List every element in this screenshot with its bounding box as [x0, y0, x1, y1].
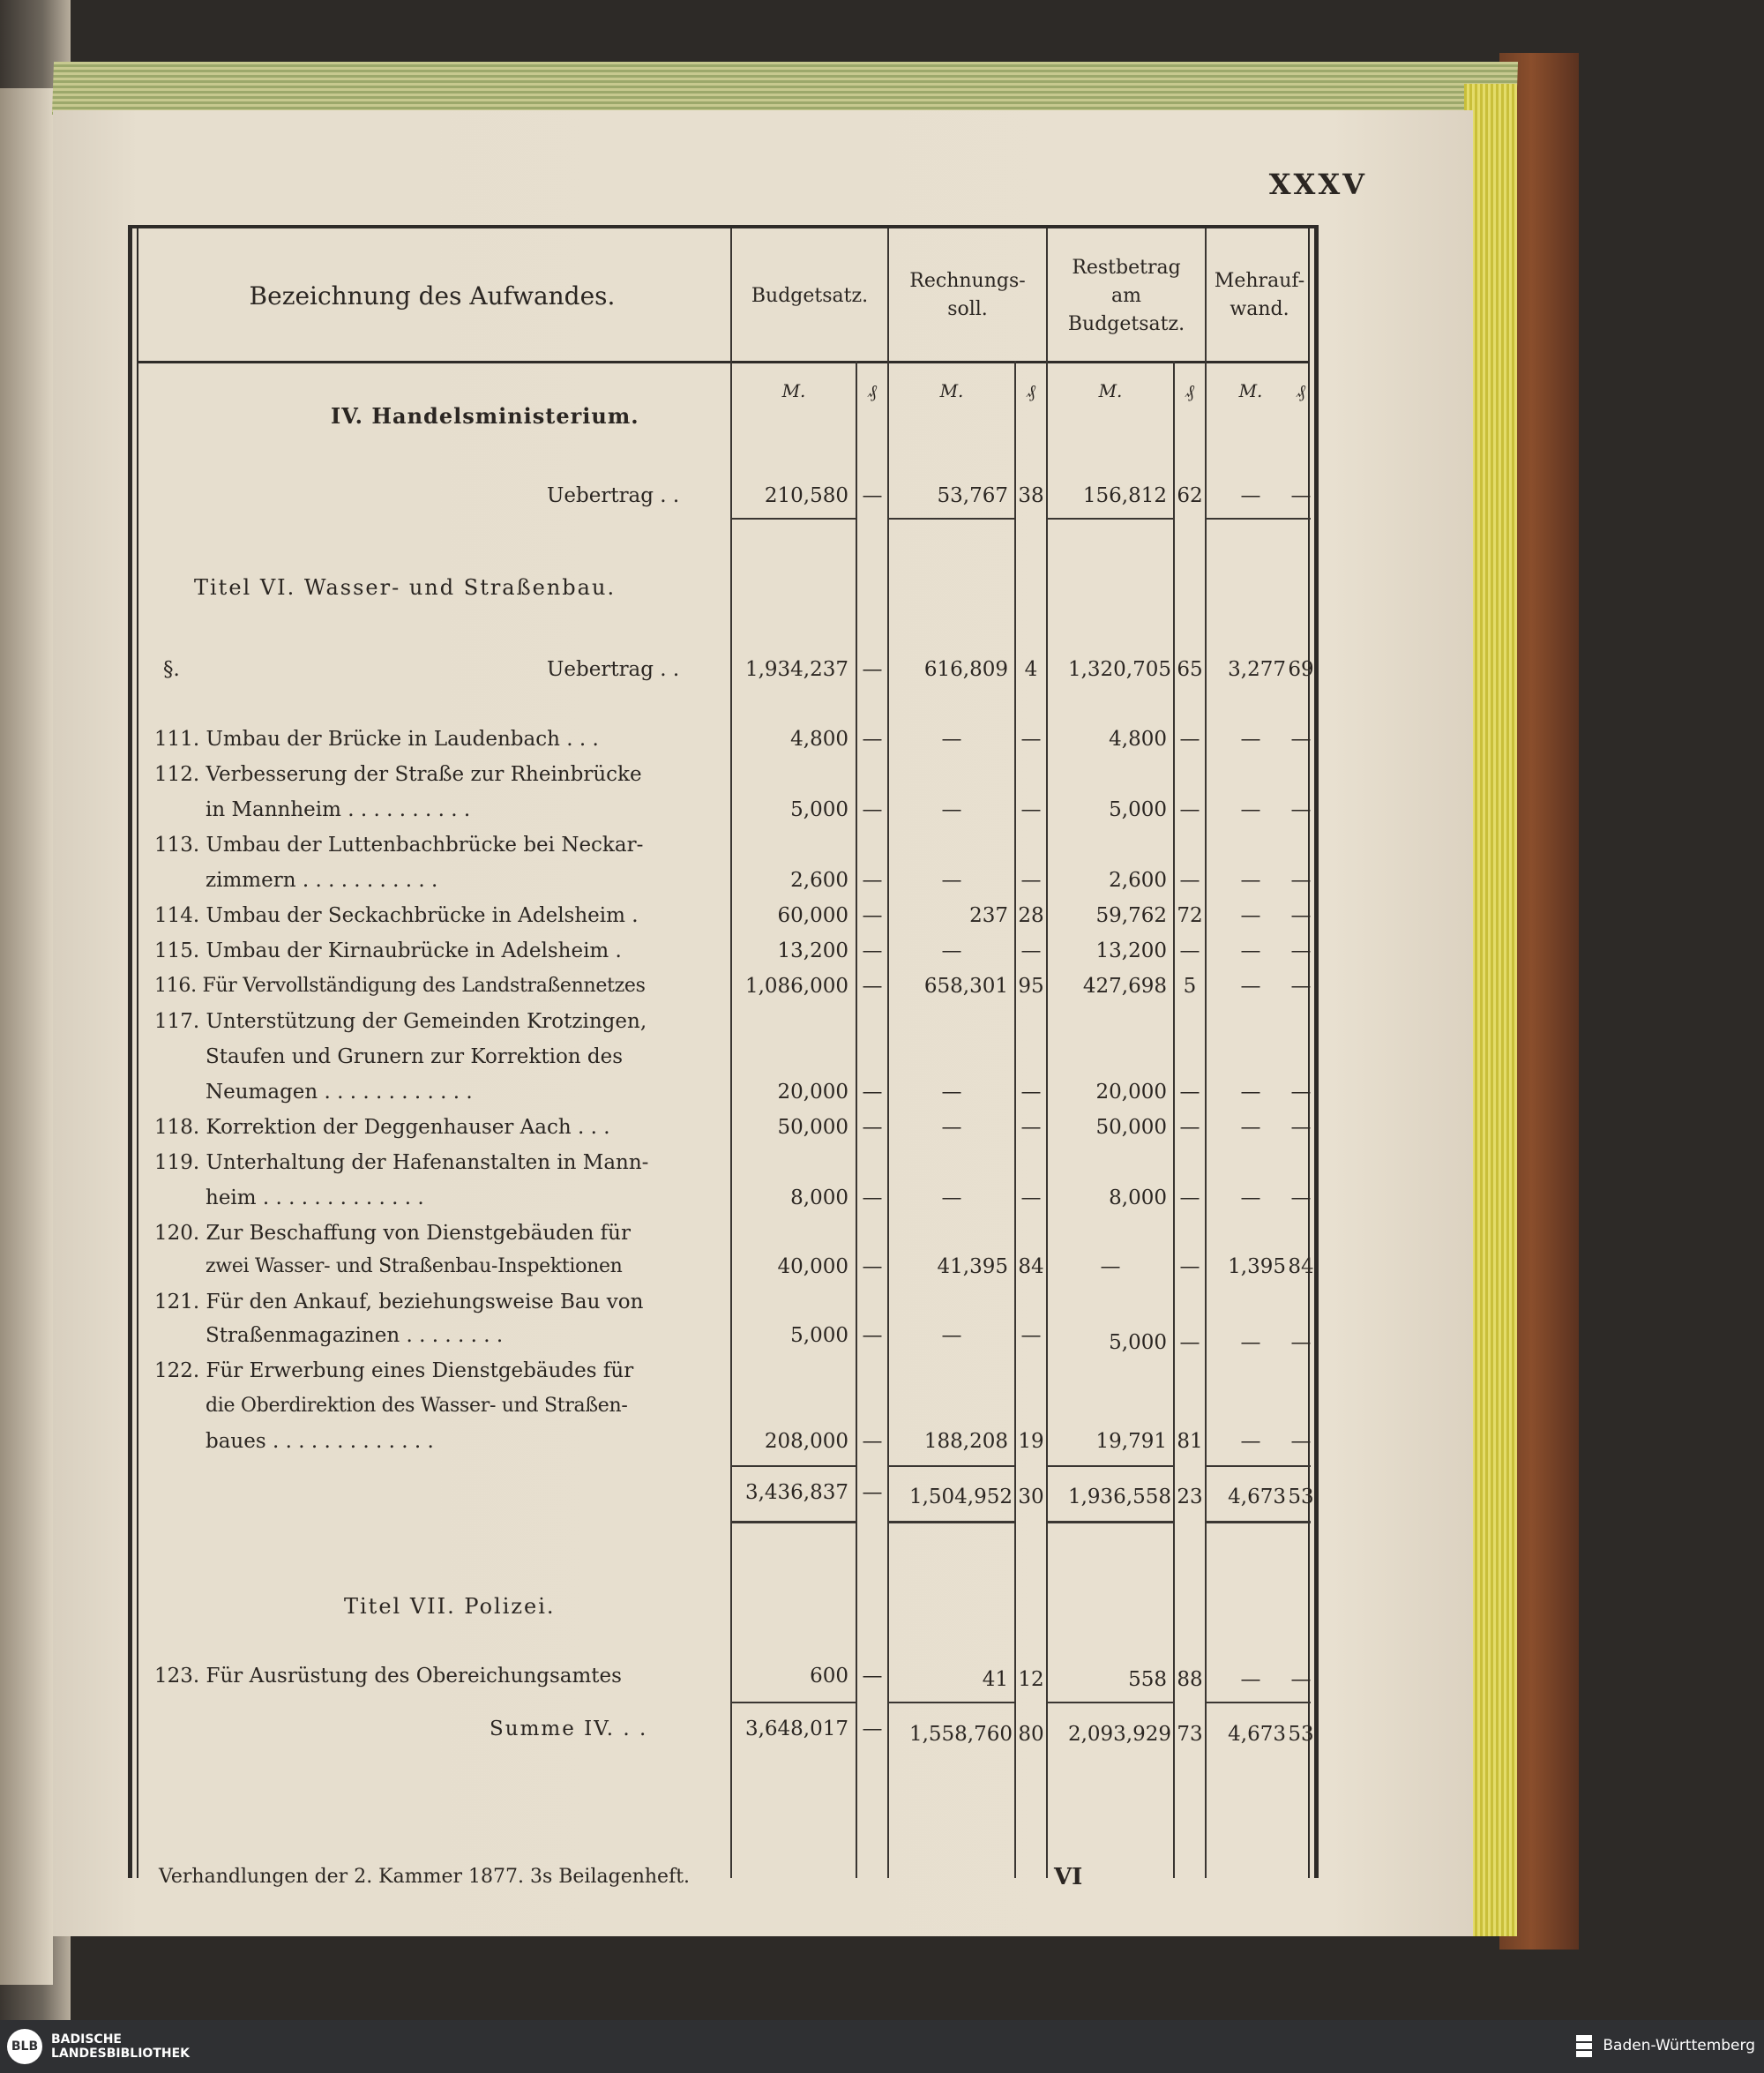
row-117-budget: 20,000 — [777, 1081, 848, 1104]
row-112-budget: 5,000 — [790, 798, 848, 821]
row-111-mehr: — — [1240, 728, 1261, 751]
blb-logo[interactable] — [7, 2029, 190, 2064]
row-116-rest-pf: 5 — [1183, 975, 1197, 998]
row-111-rest-pf: — — [1179, 728, 1200, 751]
paragraph-sign: §. — [163, 658, 180, 681]
row-118-rest: 50,000 — [1095, 1116, 1167, 1139]
ministry-title: IV. Handelsministerium. — [331, 403, 639, 429]
row-117-mehr: — — [1240, 1081, 1261, 1104]
row-118-mehr: — — [1240, 1116, 1261, 1139]
row-117-rest-pf: — — [1179, 1081, 1200, 1104]
row-118-rechnung-pf: — — [1020, 1116, 1042, 1139]
uebertrag-label: Uebertrag . . — [547, 484, 680, 507]
row-113-rechnung: — — [941, 869, 962, 892]
row-114-rest: 59,762 — [1095, 904, 1167, 927]
row-116-rechnung: 658,301 — [923, 975, 1008, 998]
blb-logo-icon: BLB — [7, 2029, 42, 2064]
row-119-label-2: heim . . . . . . . . . . . . . — [206, 1186, 424, 1209]
row-113-budget-pf: — — [862, 869, 883, 892]
footer-signature: VI — [1054, 1864, 1083, 1890]
row-117-mehr-pf: — — [1290, 1081, 1312, 1104]
subtotal-rechnung-pf: 30 — [1018, 1486, 1044, 1508]
row-119-rest-pf: — — [1179, 1186, 1200, 1209]
row-116-mehr: — — [1240, 975, 1261, 998]
row-115-label: 115. Umbau der Kirnaubrücke in Adelsheim . — [154, 939, 622, 962]
row-123-rest-pf: 88 — [1177, 1668, 1203, 1691]
ueb2-mehr: 3,277 — [1228, 658, 1286, 681]
sum-mehr-pf: 53 — [1288, 1723, 1314, 1746]
row-114-rest-pf: 72 — [1177, 904, 1203, 927]
row-123-budget: 600 — [810, 1665, 848, 1688]
unit-pfennig: ₰ — [868, 380, 877, 401]
row-118-rest-pf: — — [1179, 1116, 1200, 1139]
sum-rechnung-pf: 80 — [1018, 1723, 1044, 1746]
row-113-mehr-pf: — — [1290, 869, 1312, 892]
row-119-rechnung: — — [941, 1186, 962, 1209]
row-122-budget: 208,000 — [764, 1430, 848, 1453]
sum-label: Summe IV. . . — [490, 1718, 648, 1740]
row-117-label-1: 117. Unterstützung der Gemeinden Krotzingen, — [154, 1010, 647, 1033]
row-112-budget-pf: — — [862, 798, 883, 821]
row-122-label-2: die Oberdirektion des Wasser- und Straßen- — [206, 1395, 628, 1417]
row-116-budget-pf: — — [862, 975, 883, 998]
ueb2-rest-pf: 65 — [1177, 658, 1203, 681]
row-111-budget: 4,800 — [790, 728, 848, 751]
row-120-rechnung: 41,395 — [937, 1255, 1008, 1278]
row-113-label-2: zimmern . . . . . . . . . . . — [206, 869, 438, 892]
row-115-rest: 13,200 — [1095, 939, 1167, 962]
row-112-mehr-pf: — — [1290, 798, 1312, 821]
subtotal-budget: 3,436,837 — [744, 1481, 848, 1504]
row-120-label-1: 120. Zur Beschaffung von Dienstgebäuden für — [154, 1222, 631, 1245]
row-114-budget-pf: — — [862, 904, 883, 927]
row-111-budget-pf: — — [862, 728, 883, 751]
row-122-rechnung-pf: 19 — [1018, 1430, 1044, 1453]
row-123-label: 123. Für Ausrüstung des Obereichungsamtes — [154, 1665, 622, 1688]
row-114-mehr: — — [1240, 904, 1261, 927]
row-122-rest-pf: 81 — [1177, 1430, 1203, 1453]
row-123-mehr-pf: — — [1290, 1668, 1312, 1691]
row-121-label-2: Straßenmagazinen . . . . . . . . — [206, 1324, 504, 1347]
unit-pfennig: ₰ — [1297, 380, 1305, 401]
row-115-budget-pf: — — [862, 939, 883, 962]
row-113-rest-pf: — — [1179, 869, 1200, 892]
header-mehr-2: wand. — [1230, 298, 1289, 320]
viewer-bottom-bar — [0, 2020, 1764, 2073]
row-116-budget: 1,086,000 — [744, 975, 848, 998]
ueb1-rest-pf: 62 — [1177, 484, 1203, 507]
row-117-rechnung-pf: — — [1020, 1081, 1042, 1104]
row-112-rechnung: — — [941, 798, 962, 821]
subtotal-budget-pf: — — [862, 1481, 883, 1504]
header-rest-1: Restbetrag — [1072, 257, 1181, 279]
header-rechnung-2: soll. — [947, 298, 988, 320]
row-123-mehr: — — [1240, 1668, 1261, 1691]
titel-vii-heading: Titel VII. Polizei. — [344, 1594, 556, 1619]
subtotal-rest: 1,936,558 — [1067, 1486, 1171, 1508]
bw-lions-icon — [1573, 2032, 1596, 2059]
row-112-rest-pf: — — [1179, 798, 1200, 821]
header-budget: Budgetsatz. — [751, 285, 869, 307]
subtotal-mehr-pf: 53 — [1288, 1486, 1314, 1508]
row-118-rechnung: — — [941, 1116, 962, 1139]
row-122-label-3: baues . . . . . . . . . . . . . — [206, 1430, 434, 1453]
subtotal-mehr: 4,673 — [1228, 1486, 1286, 1508]
row-120-rest-pf: — — [1179, 1255, 1200, 1278]
row-120-mehr-pf: 84 — [1288, 1255, 1314, 1278]
sum-mehr: 4,673 — [1228, 1723, 1286, 1746]
ueb2-rechnung: 616,809 — [923, 658, 1008, 681]
row-123-rechnung-pf: 12 — [1018, 1668, 1044, 1691]
row-113-budget: 2,600 — [790, 869, 848, 892]
header-rechnung-1: Rechnungs- — [909, 270, 1026, 292]
row-111-rechnung-pf: — — [1020, 728, 1042, 751]
blb-line-2: LANDESBIBLIOTHEK — [51, 2047, 191, 2061]
sum-rest: 2,093,929 — [1067, 1723, 1171, 1746]
row-118-label: 118. Korrektion der Deggenhauser Aach . . . — [154, 1116, 610, 1139]
row-116-label: 116. Für Vervollständigung des Landstraßennetzes — [154, 975, 646, 997]
blb-line-1: BADISCHE — [51, 2032, 122, 2047]
row-112-mehr: — — [1240, 798, 1261, 821]
row-114-rechnung: 237 — [969, 904, 1008, 927]
subtotal-rechnung: 1,504,952 — [908, 1486, 1013, 1508]
sum-budget: 3,648,017 — [744, 1718, 848, 1740]
row-122-rechnung: 188,208 — [923, 1430, 1008, 1453]
ueb1-budget: 210,580 — [764, 484, 848, 507]
row-115-rest-pf: — — [1179, 939, 1200, 962]
row-121-budget-pf: — — [862, 1324, 883, 1347]
ueb2-budget: 1,934,237 — [744, 658, 848, 681]
row-116-rest: 427,698 — [1082, 975, 1167, 998]
titel-vi-heading: Titel VI. Wasser- und Straßenbau. — [194, 575, 617, 600]
row-112-label-1: 112. Verbesserung der Straße zur Rheinbrücke — [154, 763, 642, 786]
row-111-rest: 4,800 — [1109, 728, 1167, 751]
row-122-mehr-pf: — — [1290, 1430, 1312, 1453]
row-120-rest: — — [1100, 1255, 1121, 1278]
footer-source: Verhandlungen der 2. Kammer 1877. 3s Beilagenheft. — [159, 1866, 691, 1888]
row-115-budget: 13,200 — [777, 939, 848, 962]
row-118-budget: 50,000 — [777, 1116, 848, 1139]
row-114-budget: 60,000 — [777, 904, 848, 927]
row-118-mehr-pf: — — [1290, 1116, 1312, 1139]
row-116-rechnung-pf: 95 — [1018, 975, 1044, 998]
sum-rest-pf: 73 — [1177, 1723, 1203, 1746]
row-121-rest-pf: — — [1179, 1331, 1200, 1354]
ueb1-budget-pf: — — [862, 484, 883, 507]
row-112-rechnung-pf: — — [1020, 798, 1042, 821]
row-114-mehr-pf: — — [1290, 904, 1312, 927]
sum-rechnung: 1,558,760 — [908, 1723, 1013, 1746]
budget-table — [128, 225, 1319, 1878]
page-stack-top — [52, 62, 1518, 115]
row-117-rest: 20,000 — [1095, 1081, 1167, 1104]
header-mehr-1: Mehrauf- — [1214, 270, 1305, 292]
row-121-label-1: 121. Für den Ankauf, beziehungsweise Bau von — [154, 1291, 644, 1313]
row-121-mehr-pf: — — [1290, 1331, 1312, 1354]
unit-pfennig: ₰ — [1185, 380, 1194, 401]
blb-logo-text — [51, 2032, 190, 2061]
row-122-rest: 19,791 — [1095, 1430, 1167, 1453]
row-119-mehr: — — [1240, 1186, 1261, 1209]
row-121-mehr: — — [1240, 1331, 1261, 1354]
ueb1-mehr: — — [1240, 484, 1261, 507]
row-112-rest: 5,000 — [1109, 798, 1167, 821]
row-122-mehr: — — [1240, 1430, 1261, 1453]
row-123-budget-pf: — — [862, 1665, 883, 1688]
header-rest-2: am — [1111, 285, 1141, 307]
ueb2-rest: 1,320,705 — [1067, 658, 1171, 681]
row-117-rechnung: — — [941, 1081, 962, 1104]
row-115-rechnung-pf: — — [1020, 939, 1042, 962]
ueb2-mehr-pf: 69 — [1288, 658, 1314, 681]
uebertrag-label: Uebertrag . . — [547, 658, 680, 681]
row-114-label: 114. Umbau der Seckachbrücke in Adelsheim . — [154, 904, 639, 927]
row-112-label-2: in Mannheim . . . . . . . . . . — [206, 798, 471, 821]
row-120-label-2: zwei Wasser- und Straßenbau-Inspektionen — [206, 1255, 623, 1277]
left-page-edge — [0, 88, 53, 1985]
row-111-rechnung: — — [941, 728, 962, 751]
row-121-rest: 5,000 — [1109, 1331, 1167, 1354]
row-119-rechnung-pf: — — [1020, 1186, 1042, 1209]
bw-logo[interactable] — [1573, 2032, 1755, 2059]
ueb2-budget-pf: — — [862, 658, 883, 681]
row-115-mehr-pf: — — [1290, 939, 1312, 962]
row-113-rest: 2,600 — [1109, 869, 1167, 892]
row-119-rest: 8,000 — [1109, 1186, 1167, 1209]
sum-budget-pf: — — [862, 1718, 883, 1740]
row-121-budget: 5,000 — [790, 1324, 848, 1347]
ueb1-rechnung-pf: 38 — [1018, 484, 1044, 507]
row-119-budget-pf: — — [862, 1186, 883, 1209]
row-113-label-1: 113. Umbau der Luttenbachbrücke bei Neckar- — [154, 834, 644, 857]
row-117-label-3: Neumagen . . . . . . . . . . . . — [206, 1081, 473, 1104]
row-120-budget: 40,000 — [777, 1255, 848, 1278]
ueb1-rechnung: 53,767 — [937, 484, 1008, 507]
header-description: Bezeichnung des Aufwandes. — [249, 281, 616, 311]
row-120-budget-pf: — — [862, 1255, 883, 1278]
row-117-budget-pf: — — [862, 1081, 883, 1104]
row-113-rechnung-pf: — — [1020, 869, 1042, 892]
row-115-rechnung: — — [941, 939, 962, 962]
bw-logo-text: Baden-Württemberg — [1603, 2037, 1755, 2054]
unit-mark: M. — [1098, 380, 1123, 401]
row-122-budget-pf: — — [862, 1430, 883, 1453]
unit-mark: M. — [939, 380, 964, 401]
row-123-rechnung: 41 — [982, 1668, 1008, 1691]
row-123-rest: 558 — [1128, 1668, 1167, 1691]
unit-pfennig: ₰ — [1027, 380, 1035, 401]
ueb1-mehr-pf: — — [1290, 484, 1312, 507]
row-119-mehr-pf: — — [1290, 1186, 1312, 1209]
header-rest-3: Budgetsatz. — [1067, 313, 1185, 335]
row-120-rechnung-pf: 84 — [1018, 1255, 1044, 1278]
row-115-mehr: — — [1240, 939, 1261, 962]
document-page — [53, 110, 1473, 1936]
row-118-budget-pf: — — [862, 1116, 883, 1139]
unit-mark: M. — [781, 380, 806, 401]
page-number: XXXV — [1268, 168, 1367, 201]
row-120-mehr: 1,395 — [1228, 1255, 1286, 1278]
row-116-mehr-pf: — — [1290, 975, 1312, 998]
row-121-rechnung-pf: — — [1020, 1324, 1042, 1347]
row-119-label-1: 119. Unterhaltung der Hafenanstalten in Mann- — [154, 1151, 649, 1174]
row-122-label-1: 122. Für Erwerbung eines Dienstgebäudes für — [154, 1359, 634, 1382]
row-117-label-2: Staufen und Grunern zur Korrektion des — [206, 1045, 624, 1068]
row-121-rechnung: — — [941, 1324, 962, 1347]
row-119-budget: 8,000 — [790, 1186, 848, 1209]
ueb1-rest: 156,812 — [1082, 484, 1167, 507]
unit-mark: M. — [1238, 380, 1263, 401]
row-111-mehr-pf: — — [1290, 728, 1312, 751]
row-114-rechnung-pf: 28 — [1018, 904, 1044, 927]
subtotal-rest-pf: 23 — [1177, 1486, 1203, 1508]
ueb2-rechnung-pf: 4 — [1024, 658, 1038, 681]
row-113-mehr: — — [1240, 869, 1261, 892]
row-111-label: 111. Umbau der Brücke in Laudenbach . . . — [154, 728, 599, 751]
